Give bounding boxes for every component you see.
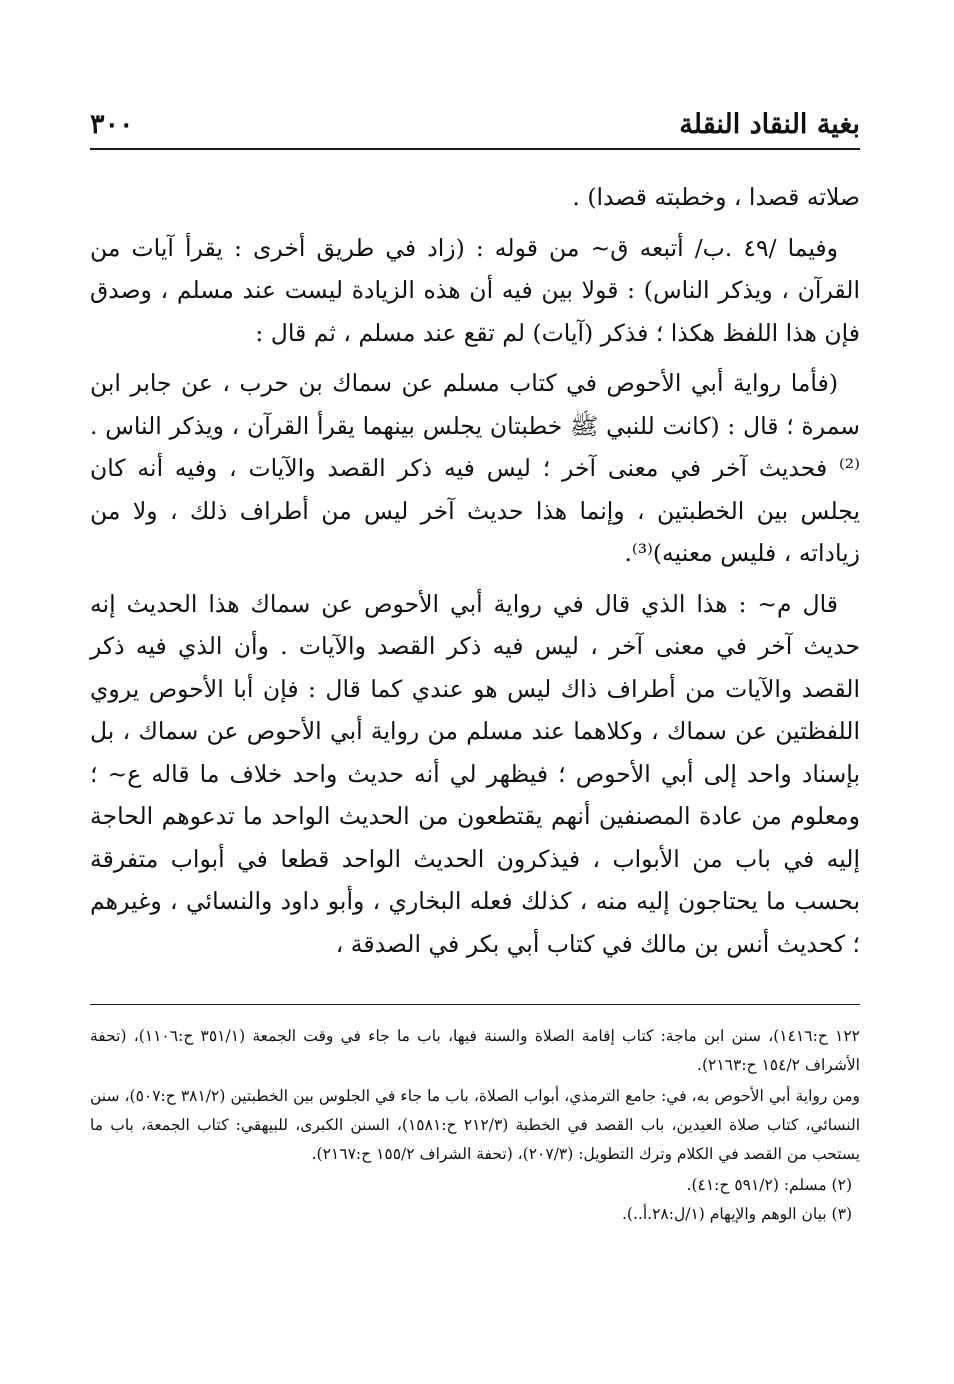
footnotes	[90, 1022, 860, 1229]
footnote-2: (٢) مسلم: (٥٩١/٢ ح:٤١).	[686, 1176, 852, 1194]
running-header	[90, 96, 860, 140]
book-title: بغية النقاد النقلة	[679, 109, 860, 140]
footnote-divider	[90, 1004, 860, 1005]
paragraph-4: قال م~ : هذا الذي قال في رواية أبي الأحوص عن سماك هذا الحديث إنه حديث آخر في معنى آخر ، ليس فيه ذكر القصد والآيات . وأن الذي فيه ذكر القصد والآيات من أطراف ذاك ليس هو عندي كما قال : فإن أبا الأحوص يروي اللفظتين عن سماك ، وكلاهما عند مسلم من رواية أبي الأحوص عن سماك ، بل بإسناد واحد إلى أبي الأحوص ؛ فيظهر لي أنه حديث واحد خلاف ما قاله ع~ ؛ ومعلوم من عادة المصنفين أنهم يقتطعون من الحديث الواحد ما تدعوهم الحاجة إليه في باب من الأبواب ، فيذكرون الحديث الواحد قطعا في أبواب متفرقة بحسب ما يحتاجون إليه منه ، كذلك فعله البخاري ، وأبو داود والنسائي ، وغيرهم ؛ كحديث أنس بن مالك في كتاب أبي بكر في الصدقة ،	[90, 589, 860, 958]
document-page	[90, 0, 860, 1384]
header-divider	[90, 148, 860, 150]
paragraph-2: وفيما /٤٩ .ب/ أتبعه ق~ من قوله : (زاد في طريق أخرى : يقرأ آيات من القرآن ، ويذكر الناس) : قولا بين فيه أن هذه الزيادة ليست عند مسلم ، وصدق فإن هذا اللفظ هكذا ؛ فذكر (آيات) لم تقع عند مسلم ، ثم قال :	[90, 233, 860, 347]
footnote-1-continuation: ١٢٢ ح:١٤١٦)، سنن ابن ماجة: كتاب إقامة الصلاة والسنة فيها، باب ما جاء في وقت الجمعة (٣٥١/١ ح:١١٠٦)، (تحفة الأشراف ١٥٤/٢ ح:٢١٦٣).	[90, 1027, 861, 1074]
page-number: ٣٠٠	[90, 109, 134, 140]
paragraph-3-quotation: (فأما رواية أبي الأحوص في كتاب مسلم عن سماك بن حرب ، عن جابر ابن سمرة ؛ قال : (كانت للنبي ﷺ خطبتان يجلس بينهما يقرأ القرآن ، ويذكر الناس .⁽²⁾ فحديث آخر في معنى آخر ؛ ليس فيه ذكر القصد والآيات ، وفيه أنه كان يجلس بين الخطبتين ، وإنما هذا حديث آخر ليس من أطراف ذلك ، ولا من زياداته ، فليس معنيه)⁽³⁾.	[90, 369, 860, 567]
footnote-3: (٣) بيان الوهم والإيهام (١/ل:٢٨.أ..).	[622, 1205, 852, 1223]
paragraph-1: صلاته قصدا ، وخطبته قصدا) .	[572, 183, 860, 211]
main-text	[90, 176, 860, 965]
footnote-1-additional: ومن رواية أبي الأحوص به، في: جامع الترمذي، أبواب الصلاة، باب ما جاء في الجلوس بين الخطبتين (٣٨١/٢ ح:٥٠٧)، سنن النسائي، كتاب صلاة العيدين، باب القصد في الخطبة (٢١٢/٣ ح:١٥٨١)، السنن الكبرى، للبيهقي: كتاب الجمعة، باب ما يستحب من القصد في الكلام وترك التطويل: (٢٠٧/٣)، (تحفة الشراف ١٥٥/٢ ح:٢١٦٧).	[90, 1087, 861, 1163]
